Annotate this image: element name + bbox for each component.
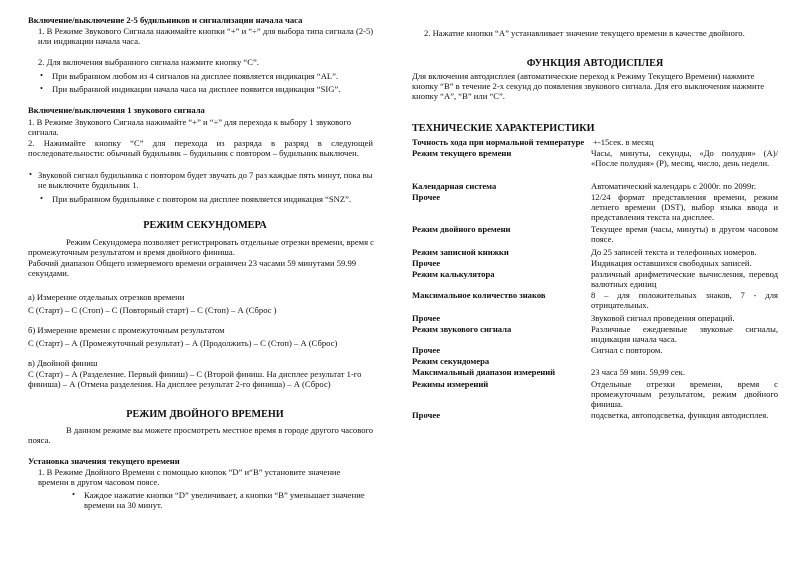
spec-key: Прочее <box>412 345 441 355</box>
alarms-step1: 1. В Режиме Звукового Сигнала нажимайте кнопки “+” и “÷” для выбора типа сигнала (2-5) или индикации начала часа. <box>38 26 374 47</box>
spec-key: Прочее <box>412 313 441 323</box>
spec-value: Текущее время (часы, минуты) в другом часовом поясе. <box>591 224 778 245</box>
stopwatch-b-label: б) Измерение времени с промежуточным результатом <box>28 325 225 335</box>
spec-key: Режимы измерений <box>412 379 489 389</box>
dualtime-intro: В данном режиме вы можете просмотреть местное время в городе другого часового пояса. <box>28 425 374 446</box>
autodisplay-title: ФУНКЦИЯ АВТОДИСПЛЕЯ <box>526 58 664 69</box>
spec-value: 23 часа 59 мин. 59,99 сек. <box>591 367 685 377</box>
dualtime-note1: Каждое нажатие кнопки “D” увеличивает, а кнопки “В” уменьшает значение времени на 30 минут. <box>84 490 365 511</box>
spec-key: Режим текущего времени <box>412 148 512 158</box>
dualtime-set-heading: Установка значения текущего времени <box>28 456 180 466</box>
spec-value: подсветка, автоподсветка, функция автодисплея. <box>591 410 769 420</box>
alarms-heading: Включение/выключение 2-5 будильников и сигнализации начала часа <box>28 15 303 25</box>
alarms-step2: 2. Для включения выбранного сигнала нажмите кнопку “С”. <box>38 57 259 67</box>
stopwatch-title: РЕЖИМ СЕКУНДОМЕРА <box>143 220 267 231</box>
spec-key: Режим калькулятора <box>412 269 495 279</box>
spec-value: До 25 записей текста и телефонных номеров. <box>591 247 757 257</box>
bullet-icon: • <box>40 70 44 80</box>
spec-key: Режим секундомера <box>412 356 490 366</box>
spec-value: Автоматический календарь с 2000г. по 2099г. <box>591 181 756 191</box>
stopwatch-a-seq: С (Старт) – С (Стоп) – С (Повторный старт) – С (Стоп) – А (Сброс ) <box>28 305 277 315</box>
stopwatch-intro: Режим Секундомера позволяет регистрировать отдельные отрезки времени, время с промежуточным результатом и время двойного финиша. <box>28 237 374 258</box>
spec-key: Прочее <box>412 410 441 420</box>
spec-key: Максимальный диапазон измерений <box>412 367 556 377</box>
spec-key: Прочее <box>412 258 441 268</box>
bullet-icon: • <box>29 169 33 179</box>
specs-accuracy-label: Точность хода при нормальной температуре <box>412 137 585 147</box>
stopwatch-c-label: в) Двойной финиш <box>28 358 98 368</box>
spec-value: Часы, минуты, секунды, «До полудня» (А)/ «После полудня» (Р), месяц, число, день недели. <box>591 148 778 169</box>
specs-accuracy-value: +-15сек. в месяц <box>593 137 654 147</box>
alarms-note1: При выбранном любом из 4 сигналов на дисплее появляется индикация “AL”. <box>52 71 339 81</box>
spec-key: Режим записной книжки <box>412 247 509 257</box>
spec-value: Сигнал с повтором. <box>591 345 663 355</box>
alarm1-note1: Звуковой сигнал будильника с повтором будет звучать до 7 раз каждые пять минут, пока вы не выключите будильник 1. <box>38 170 373 191</box>
alarm1-heading: Включение/выключения 1 звукового сигнала <box>28 105 205 115</box>
alarms-note2: При выбранной индикации начала часа на дисплее появится индикация “SIG”. <box>52 84 341 94</box>
spec-key: Режим звукового сигнала <box>412 324 512 334</box>
spec-value: Индикация оставшихся свободных записей. <box>591 258 752 268</box>
dualtime-step1: 1. В Режиме Двойного Времени с помощью кнопок “D” и“В” установите значение времени в другом часовом поясе. <box>38 467 341 488</box>
spec-value: 8 – для положительных знаков, 7 - для отрицательных. <box>591 290 778 311</box>
spec-key: Максимальное количество знаков <box>412 290 546 300</box>
dualtime-title: РЕЖИМ ДВОЙНОГО ВРЕМЕНИ <box>126 409 284 420</box>
alarm1-step2: 2. Нажимайте кнопку “С” для перехода из разряда в разряд в следующей последовательности: обычный будильник – будильник с повтором – будильник выключен. <box>28 138 373 159</box>
spec-key: Календарная система <box>412 181 497 191</box>
spec-value: различный арифметические вычисления, перевод валютных единиц <box>591 269 778 290</box>
alarm1-note2: При выбранном будильнике с повтором на дисплее появляется индикация “SNZ”. <box>52 194 352 204</box>
alarm1-step1: 1. В Режиме Звукового Сигнала нажимайте “+” и “÷” для перехода к выбору 1 звукового сигнала. <box>28 117 352 138</box>
spec-value: 12/24 формат представления времени, режим летнего времени (DST), выбор языка ввода и представления текста на дисплее. <box>591 192 778 223</box>
stopwatch-range: Рабочий диапазон Общего измеряемого времени ограничен 23 часами 59 минутами 59.99 секундами. <box>28 258 357 279</box>
stopwatch-a-label: а) Измерение отдельных отрезков времени <box>28 292 185 302</box>
spec-value: Звуковой сигнал проведения операций. <box>591 313 735 323</box>
bullet-icon: • <box>40 193 44 203</box>
bullet-icon: • <box>72 489 76 499</box>
specs-title: ТЕХНИЧЕСКИЕ ХАРАКТЕРИСТИКИ <box>412 123 595 134</box>
spec-value: Отдельные отрезки времени, время с промежуточным результатом, режим двойного финиша. <box>591 379 778 410</box>
stopwatch-b-seq: С (Старт) – А (Промежуточный результат) – А (Продолжить) – С (Стоп) – А (Сброс) <box>28 338 338 348</box>
stopwatch-c-seq: С (Старт) – А (Разделение. Первый финиш) – С (Второй финиш. На дисплее результат 1-го финиша) – А (Отмена разделения. На дисплее результат 2-го финиша) – А (Сброс) <box>28 369 362 390</box>
autodisplay-text: Для включения автодисплея (автоматические переход к Режиму Текущего Времени) нажмите кнопку “В” в течение 2-х секунд до появления звукового сигнала. Для его выключения нажмите кнопку “А”, “В” или “С”. <box>412 71 765 102</box>
spec-value: Различные ежедневные звуковые сигналы, индикация начала часа. <box>591 324 778 345</box>
bullet-icon: • <box>40 83 44 93</box>
spec-key: Прочее <box>412 192 441 202</box>
dualtime-step2: 2. Нажатие кнопки “А” устанавливает значение текущего времени в качестве двойного. <box>424 28 745 38</box>
spec-key: Режим двойного времени <box>412 224 511 234</box>
